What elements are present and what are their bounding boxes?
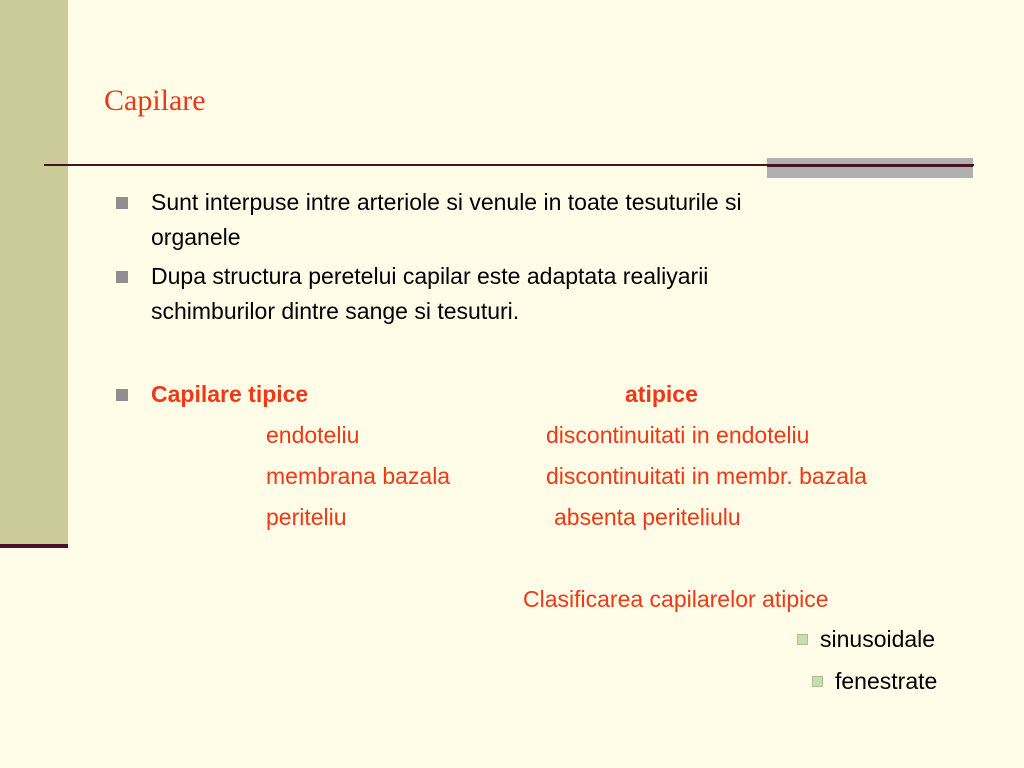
comparison-heading-right: atipice: [625, 381, 698, 407]
comparison-row-left: membrana bazala: [266, 463, 451, 489]
bullet-2-line-1: Dupa structura peretelui capilar este adaptata realiyarii: [151, 263, 709, 289]
sub-bullet-square-icon: [812, 676, 823, 687]
classification-item: fenestrate: [835, 668, 938, 694]
bullet-1-line-1: Sunt interpuse intre arteriole si venule in toate tesuturile si: [151, 189, 742, 215]
bullet-square-icon: [116, 271, 128, 283]
bullet-square-icon: [116, 389, 128, 401]
bullet-2-line-2: schimburilor dintre sange si tesuturi.: [151, 298, 520, 324]
sub-bullet-square-icon: [797, 634, 808, 645]
bullet-1-line-2: organele: [151, 224, 241, 250]
comparison-row-right: discontinuitati in membr. bazala: [546, 463, 867, 489]
slide-title: Capilare: [104, 84, 206, 117]
side-bar-accent: [0, 544, 68, 548]
side-bar: [0, 0, 68, 544]
comparison-row-left: periteliu: [266, 504, 347, 530]
comparison-heading-left: Capilare tipice: [151, 381, 309, 407]
comparison-row-right: discontinuitati in endoteliu: [546, 422, 810, 448]
comparison-row-left: endoteliu: [266, 422, 360, 448]
bullet-square-icon: [116, 197, 128, 209]
classification-heading: Clasificarea capilarelor atipice: [523, 586, 829, 612]
title-accent-bar: [767, 158, 973, 178]
comparison-row-right: absenta periteliulu: [554, 504, 741, 530]
title-rule-accent: [767, 164, 973, 167]
classification-item: sinusoidale: [820, 626, 936, 652]
